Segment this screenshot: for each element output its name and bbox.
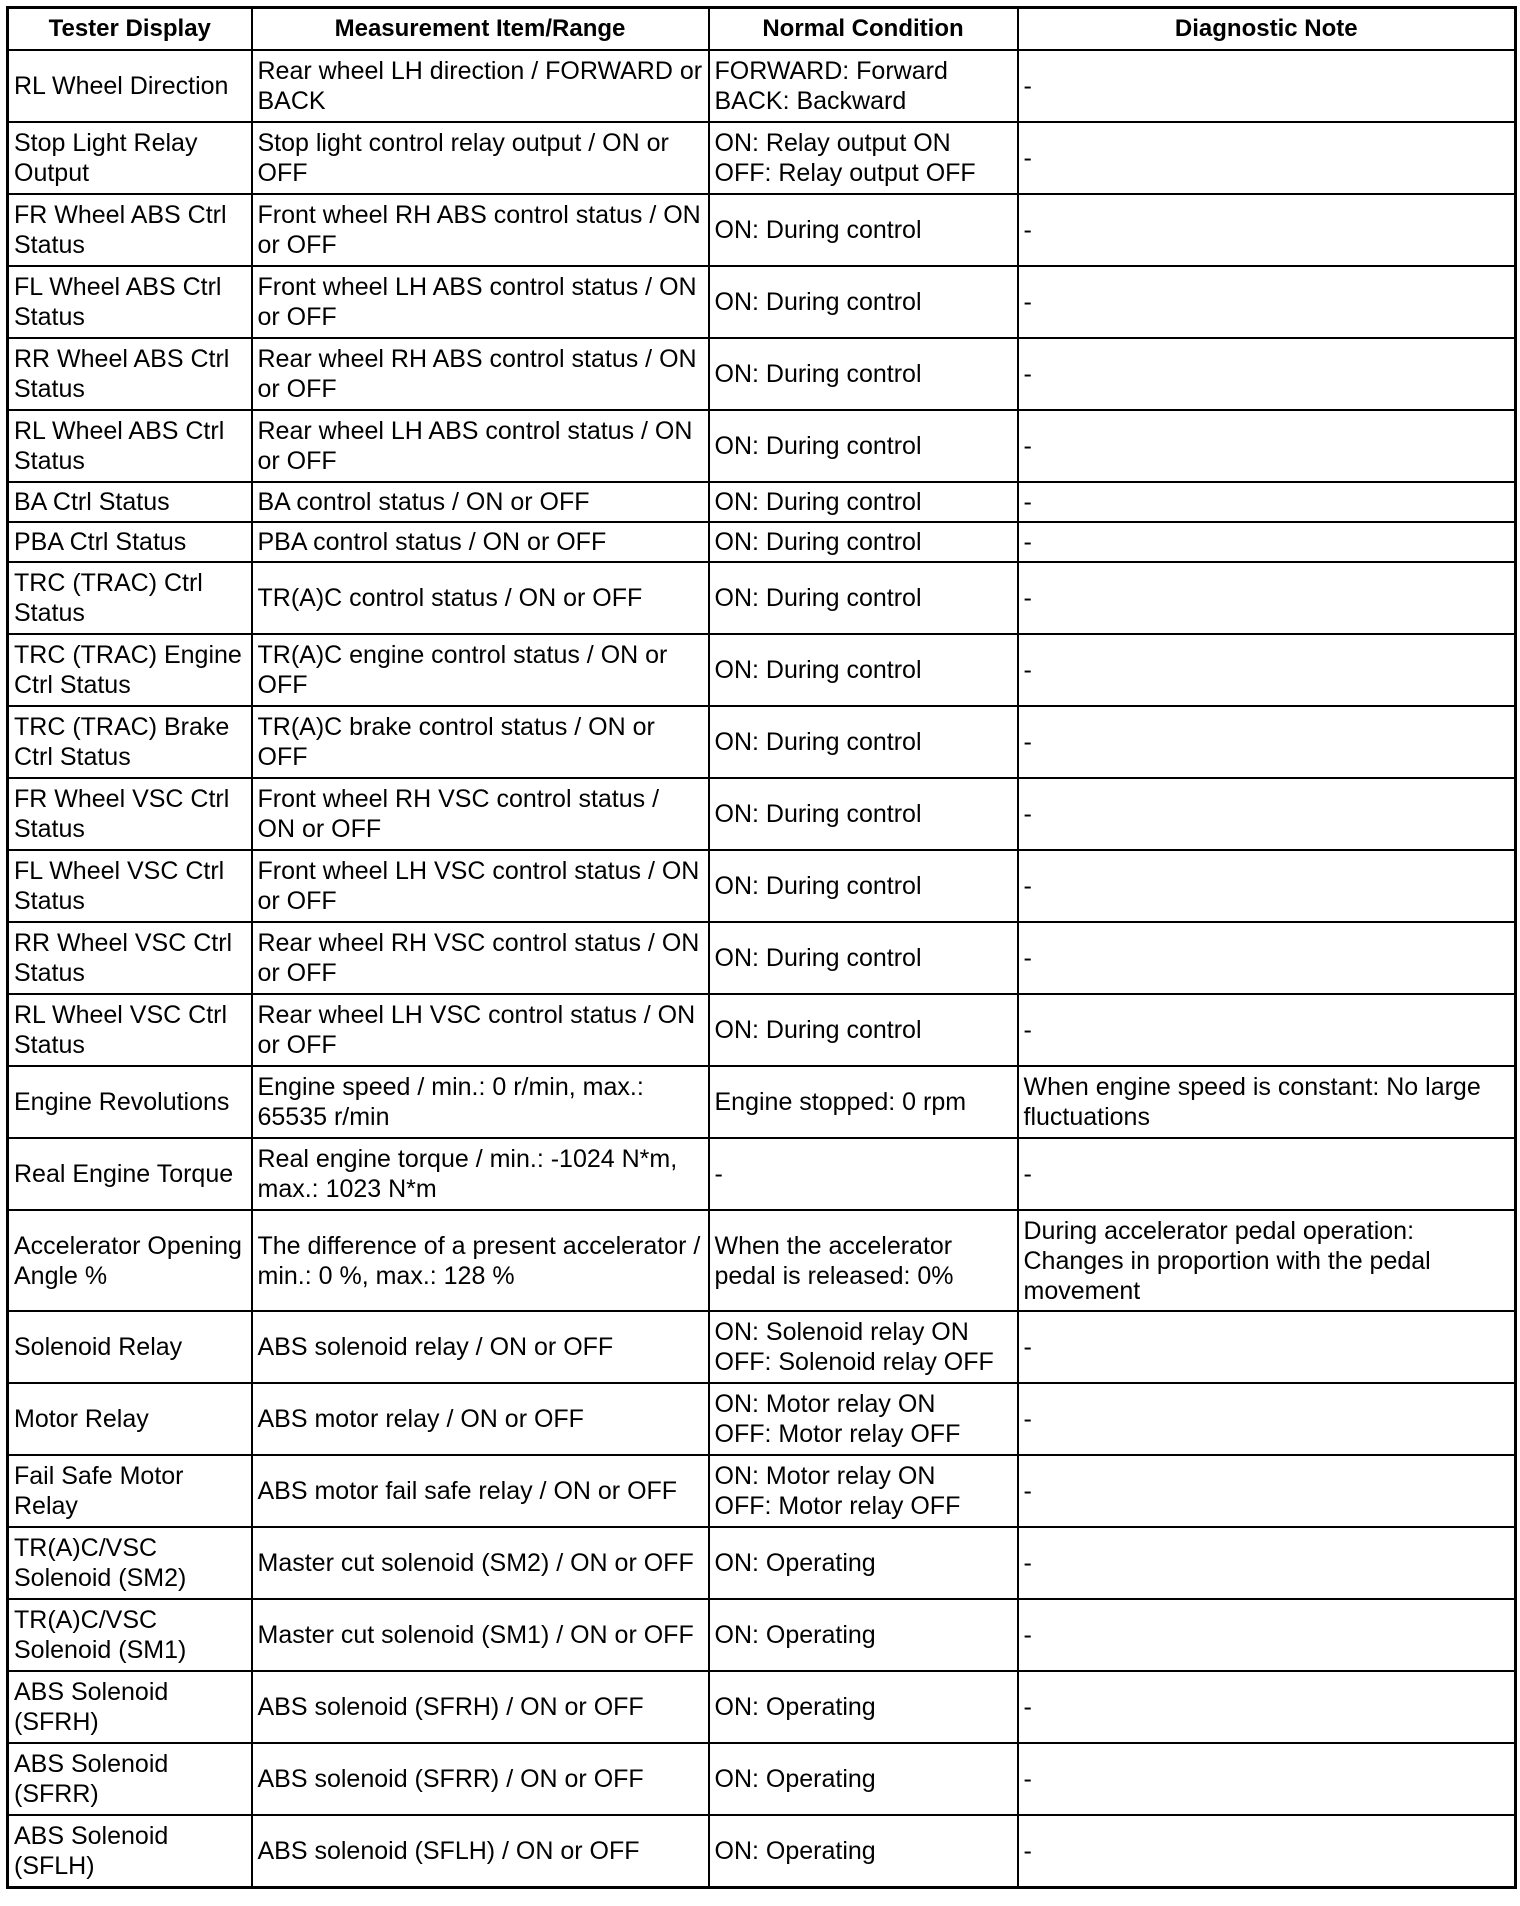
normal-condition-cell: ON: During control xyxy=(709,266,1018,338)
diagnostic-note-cell: - xyxy=(1018,706,1516,778)
diagnostic-note-cell: - xyxy=(1018,850,1516,922)
normal-condition-cell: ON: During control xyxy=(709,634,1018,706)
table-row xyxy=(8,1743,1516,1815)
normal-condition-cell: ON: During control xyxy=(709,482,1018,522)
tester-display-cell: RR Wheel ABS Ctrl Status xyxy=(8,338,252,410)
tester-display-cell: ABS Solenoid (SFRR) xyxy=(8,1743,252,1815)
diagnostic-note-cell: When engine speed is constant: No large fluctuations xyxy=(1018,1066,1516,1138)
diagnostic-note-cell: - xyxy=(1018,266,1516,338)
normal-condition-cell: ON: Operating xyxy=(709,1527,1018,1599)
diagnostic-note-cell: - xyxy=(1018,522,1516,562)
tester-display-cell: TRC (TRAC) Engine Ctrl Status xyxy=(8,634,252,706)
tester-display-cell: TR(A)C/VSC Solenoid (SM1) xyxy=(8,1599,252,1671)
table-row xyxy=(8,1527,1516,1599)
tester-display-cell: PBA Ctrl Status xyxy=(8,522,252,562)
normal-condition-cell: Engine stopped: 0 rpm xyxy=(709,1066,1018,1138)
measurement-item-cell: Front wheel RH ABS control status / ON or OFF xyxy=(252,194,709,266)
measurement-item-cell: ABS solenoid (SFRR) / ON or OFF xyxy=(252,1743,709,1815)
diagnostic-note-cell: - xyxy=(1018,1455,1516,1527)
normal-condition-cell: ON: During control xyxy=(709,410,1018,482)
data-list-sheet xyxy=(6,6,1514,1889)
measurement-item-cell: BA control status / ON or OFF xyxy=(252,482,709,522)
normal-condition-cell: When the accelerator pedal is released: 0% xyxy=(709,1210,1018,1311)
measurement-item-cell: Real engine torque / min.: -1024 N*m, max.: 1023 N*m xyxy=(252,1138,709,1210)
header-measurement-item: Measurement Item/Range xyxy=(252,8,709,51)
normal-condition-cell: ON: During control xyxy=(709,338,1018,410)
measurement-item-cell: ABS solenoid (SFRH) / ON or OFF xyxy=(252,1671,709,1743)
normal-condition-cell: - xyxy=(709,1138,1018,1210)
measurement-item-cell: ABS motor fail safe relay / ON or OFF xyxy=(252,1455,709,1527)
normal-condition-cell: ON: During control xyxy=(709,562,1018,634)
tester-display-cell: FL Wheel ABS Ctrl Status xyxy=(8,266,252,338)
diagnostic-note-cell: - xyxy=(1018,778,1516,850)
measurement-item-cell: ABS motor relay / ON or OFF xyxy=(252,1383,709,1455)
tester-display-cell: RL Wheel VSC Ctrl Status xyxy=(8,994,252,1066)
measurement-item-cell: Front wheel RH VSC control status / ON or OFF xyxy=(252,778,709,850)
table-row xyxy=(8,1671,1516,1743)
tester-display-cell: BA Ctrl Status xyxy=(8,482,252,522)
tester-display-cell: Motor Relay xyxy=(8,1383,252,1455)
measurement-item-cell: Rear wheel RH ABS control status / ON or OFF xyxy=(252,338,709,410)
normal-condition-cell: ON: During control xyxy=(709,706,1018,778)
table-row xyxy=(8,706,1516,778)
table-row xyxy=(8,1138,1516,1210)
diagnostic-note-cell: - xyxy=(1018,1527,1516,1599)
tester-display-cell: RL Wheel Direction xyxy=(8,50,252,122)
table-row xyxy=(8,850,1516,922)
table-row xyxy=(8,50,1516,122)
table-row xyxy=(8,778,1516,850)
tester-display-cell: FR Wheel ABS Ctrl Status xyxy=(8,194,252,266)
table-row xyxy=(8,634,1516,706)
tester-display-cell: Accelerator Opening Angle % xyxy=(8,1210,252,1311)
measurement-item-cell: Rear wheel LH VSC control status / ON or OFF xyxy=(252,994,709,1066)
normal-condition-cell: ON: Motor relay ON OFF: Motor relay OFF xyxy=(709,1455,1018,1527)
tester-display-cell: Real Engine Torque xyxy=(8,1138,252,1210)
diagnostic-note-cell: - xyxy=(1018,994,1516,1066)
table-row xyxy=(8,122,1516,194)
measurement-item-cell: Master cut solenoid (SM2) / ON or OFF xyxy=(252,1527,709,1599)
table-row xyxy=(8,1210,1516,1311)
table-row xyxy=(8,194,1516,266)
tester-data-table xyxy=(6,6,1517,1889)
table-row xyxy=(8,1599,1516,1671)
table-row xyxy=(8,338,1516,410)
tester-display-cell: ABS Solenoid (SFRH) xyxy=(8,1671,252,1743)
tester-display-cell: ABS Solenoid (SFLH) xyxy=(8,1815,252,1888)
measurement-item-cell: Engine speed / min.: 0 r/min, max.: 65535 r/min xyxy=(252,1066,709,1138)
normal-condition-cell: ON: Relay output ON OFF: Relay output OFF xyxy=(709,122,1018,194)
tester-display-cell: TRC (TRAC) Brake Ctrl Status xyxy=(8,706,252,778)
tester-display-cell: Fail Safe Motor Relay xyxy=(8,1455,252,1527)
diagnostic-note-cell: - xyxy=(1018,634,1516,706)
diagnostic-note-cell: - xyxy=(1018,1815,1516,1888)
diagnostic-note-cell: - xyxy=(1018,1743,1516,1815)
measurement-item-cell: ABS solenoid relay / ON or OFF xyxy=(252,1311,709,1383)
table-header-row xyxy=(8,8,1516,51)
normal-condition-cell: FORWARD: Forward BACK: Backward xyxy=(709,50,1018,122)
normal-condition-cell: ON: During control xyxy=(709,922,1018,994)
diagnostic-note-cell: - xyxy=(1018,922,1516,994)
header-normal-condition: Normal Condition xyxy=(709,8,1018,51)
table-row xyxy=(8,266,1516,338)
measurement-item-cell: Front wheel LH VSC control status / ON or OFF xyxy=(252,850,709,922)
normal-condition-cell: ON: Operating xyxy=(709,1815,1018,1888)
tester-display-cell: RR Wheel VSC Ctrl Status xyxy=(8,922,252,994)
tester-display-cell: Solenoid Relay xyxy=(8,1311,252,1383)
measurement-item-cell: TR(A)C control status / ON or OFF xyxy=(252,562,709,634)
diagnostic-note-cell: - xyxy=(1018,1311,1516,1383)
measurement-item-cell: TR(A)C engine control status / ON or OFF xyxy=(252,634,709,706)
diagnostic-note-cell: - xyxy=(1018,122,1516,194)
measurement-item-cell: Front wheel LH ABS control status / ON or OFF xyxy=(252,266,709,338)
tester-display-cell: RL Wheel ABS Ctrl Status xyxy=(8,410,252,482)
normal-condition-cell: ON: During control xyxy=(709,194,1018,266)
table-row xyxy=(8,1311,1516,1383)
table-row xyxy=(8,410,1516,482)
tester-display-cell: Stop Light Relay Output xyxy=(8,122,252,194)
measurement-item-cell: Rear wheel LH ABS control status / ON or OFF xyxy=(252,410,709,482)
diagnostic-note-cell: - xyxy=(1018,1671,1516,1743)
tester-display-cell: FR Wheel VSC Ctrl Status xyxy=(8,778,252,850)
tester-display-cell: TR(A)C/VSC Solenoid (SM2) xyxy=(8,1527,252,1599)
diagnostic-note-cell: During accelerator pedal operation: Changes in proportion with the pedal movement xyxy=(1018,1210,1516,1311)
normal-condition-cell: ON: Operating xyxy=(709,1599,1018,1671)
header-tester-display: Tester Display xyxy=(8,8,252,51)
measurement-item-cell: The difference of a present accelerator / min.: 0 %, max.: 128 % xyxy=(252,1210,709,1311)
measurement-item-cell: ABS solenoid (SFLH) / ON or OFF xyxy=(252,1815,709,1888)
diagnostic-note-cell: - xyxy=(1018,410,1516,482)
normal-condition-cell: ON: Solenoid relay ON OFF: Solenoid relay OFF xyxy=(709,1311,1018,1383)
diagnostic-note-cell: - xyxy=(1018,482,1516,522)
diagnostic-note-cell: - xyxy=(1018,1138,1516,1210)
measurement-item-cell: Stop light control relay output / ON or OFF xyxy=(252,122,709,194)
diagnostic-note-cell: - xyxy=(1018,562,1516,634)
tester-display-cell: Engine Revolutions xyxy=(8,1066,252,1138)
normal-condition-cell: ON: Operating xyxy=(709,1671,1018,1743)
table-row xyxy=(8,562,1516,634)
measurement-item-cell: Rear wheel RH VSC control status / ON or OFF xyxy=(252,922,709,994)
normal-condition-cell: ON: Operating xyxy=(709,1743,1018,1815)
diagnostic-note-cell: - xyxy=(1018,1599,1516,1671)
normal-condition-cell: ON: During control xyxy=(709,778,1018,850)
table-row xyxy=(8,994,1516,1066)
normal-condition-cell: ON: During control xyxy=(709,850,1018,922)
measurement-item-cell: TR(A)C brake control status / ON or OFF xyxy=(252,706,709,778)
table-row xyxy=(8,922,1516,994)
tester-display-cell: TRC (TRAC) Ctrl Status xyxy=(8,562,252,634)
table-row xyxy=(8,1815,1516,1888)
normal-condition-cell: ON: Motor relay ON OFF: Motor relay OFF xyxy=(709,1383,1018,1455)
tester-display-cell: FL Wheel VSC Ctrl Status xyxy=(8,850,252,922)
diagnostic-note-cell: - xyxy=(1018,338,1516,410)
table-row xyxy=(8,522,1516,562)
measurement-item-cell: PBA control status / ON or OFF xyxy=(252,522,709,562)
normal-condition-cell: ON: During control xyxy=(709,994,1018,1066)
normal-condition-cell: ON: During control xyxy=(709,522,1018,562)
table-row xyxy=(8,1066,1516,1138)
table-row xyxy=(8,482,1516,522)
measurement-item-cell: Master cut solenoid (SM1) / ON or OFF xyxy=(252,1599,709,1671)
table-row xyxy=(8,1455,1516,1527)
header-diagnostic-note: Diagnostic Note xyxy=(1018,8,1516,51)
diagnostic-note-cell: - xyxy=(1018,1383,1516,1455)
diagnostic-note-cell: - xyxy=(1018,194,1516,266)
table-row xyxy=(8,1383,1516,1455)
measurement-item-cell: Rear wheel LH direction / FORWARD or BACK xyxy=(252,50,709,122)
diagnostic-note-cell: - xyxy=(1018,50,1516,122)
